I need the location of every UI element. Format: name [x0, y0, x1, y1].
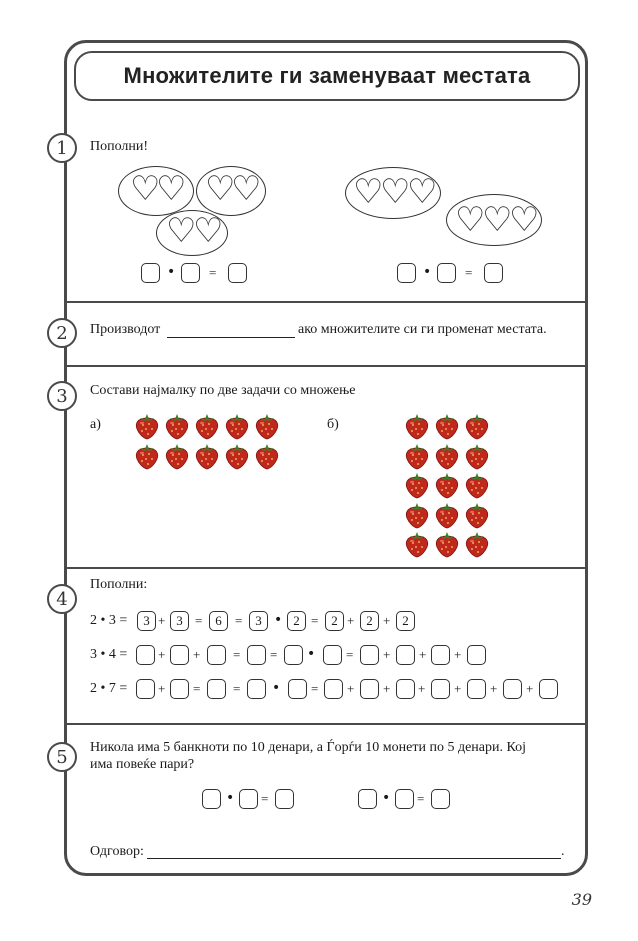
equals-sign: =	[209, 265, 217, 280]
heart-outline-icon: ♡	[380, 172, 411, 212]
strawberry-icon	[463, 412, 491, 440]
multiply-sign: •	[226, 790, 235, 806]
task-5-text-line1: Никола има 5 банкноти по 10 денари, а Ѓорѓи 10 монети по 5 денари. Кој	[90, 740, 527, 755]
equals-sign: =	[311, 681, 319, 696]
answer-box[interactable]	[170, 679, 189, 699]
filled-box: 6	[209, 611, 228, 631]
strawberry-icon	[433, 530, 461, 558]
section-divider	[64, 365, 588, 367]
plus-sign: +	[383, 681, 391, 696]
answer-box[interactable]	[284, 645, 303, 665]
filled-box: 3	[170, 611, 189, 631]
equals-sign: =	[417, 791, 425, 806]
heart-outline-icon: ♡	[231, 169, 262, 209]
answer-line[interactable]	[147, 858, 561, 859]
filled-box: 2	[325, 611, 344, 631]
section-number-2: 2	[47, 318, 77, 348]
answer-box[interactable]	[431, 789, 450, 809]
task-4-instruction: Пополни:	[90, 577, 148, 592]
heart-outline-icon: ♡	[130, 169, 161, 209]
plus-sign: +	[383, 613, 391, 628]
plus-sign: +	[347, 613, 355, 628]
equals-sign: =	[233, 647, 241, 662]
multiply-sign: •	[307, 646, 316, 662]
answer-box[interactable]	[141, 263, 160, 283]
answer-box[interactable]	[207, 679, 226, 699]
strawberry-icon	[253, 412, 281, 440]
strawberry-icon	[463, 442, 491, 470]
answer-box[interactable]	[136, 679, 155, 699]
plus-sign: +	[490, 681, 498, 696]
plus-sign: +	[158, 613, 166, 628]
multiply-sign: •	[382, 790, 391, 806]
strawberry-icon	[433, 412, 461, 440]
equals-sign: =	[270, 647, 278, 662]
multiply-sign: •	[272, 680, 281, 696]
strawberry-icon	[193, 412, 221, 440]
answer-box[interactable]	[467, 645, 486, 665]
equals-sign: =	[193, 681, 201, 696]
plus-sign: +	[454, 647, 462, 662]
strawberry-icon	[253, 442, 281, 470]
strawberry-icon	[463, 501, 491, 529]
page-title: Множителите ги заменуваат местата	[123, 63, 531, 88]
heart-outline-icon: ♡	[156, 169, 187, 209]
answer-box[interactable]	[202, 789, 221, 809]
answer-box[interactable]	[358, 789, 377, 809]
task-2-text-after: ако множителите си ги променат местата.	[298, 322, 547, 337]
multiply-sign: •	[167, 264, 176, 280]
heart-outline-icon: ♡	[353, 172, 384, 212]
equals-sign: =	[261, 791, 269, 806]
strawberry-icon	[133, 412, 161, 440]
multiply-sign: •	[274, 612, 283, 628]
strawberry-icon	[163, 442, 191, 470]
section-divider	[64, 723, 588, 725]
equals-sign: =	[311, 613, 319, 628]
heart-outline-icon: ♡	[205, 169, 236, 209]
answer-box[interactable]	[228, 263, 247, 283]
heart-outline-icon: ♡	[407, 172, 438, 212]
heart-outline-icon: ♡	[509, 200, 540, 240]
strawberry-icon	[463, 471, 491, 499]
filled-box: 2	[396, 611, 415, 631]
row3-expression: 2 • 7 =	[90, 681, 128, 696]
heart-outline-icon: ♡	[455, 200, 486, 240]
answer-box[interactable]	[239, 789, 258, 809]
answer-label: Одговор:	[90, 844, 144, 859]
answer-box[interactable]	[467, 679, 486, 699]
answer-line[interactable]	[167, 337, 295, 338]
answer-box[interactable]	[360, 645, 379, 665]
answer-box[interactable]	[324, 679, 343, 699]
section-divider	[64, 567, 588, 569]
strawberry-icon	[433, 442, 461, 470]
strawberry-icon	[223, 412, 251, 440]
heart-outline-icon: ♡	[482, 200, 513, 240]
strawberry-icon	[223, 442, 251, 470]
filled-box: 3	[249, 611, 268, 631]
answer-box[interactable]	[247, 645, 266, 665]
page-number: 39	[571, 890, 592, 909]
plus-sign: +	[418, 681, 426, 696]
equals-sign: =	[233, 681, 241, 696]
answer-box[interactable]	[431, 679, 450, 699]
heart-outline-icon: ♡	[193, 211, 224, 251]
plus-sign: +	[193, 647, 201, 662]
strawberry-icon	[403, 442, 431, 470]
answer-box[interactable]	[288, 679, 307, 699]
answer-box[interactable]	[396, 679, 415, 699]
answer-box[interactable]	[207, 645, 226, 665]
label-a: а)	[90, 417, 101, 432]
strawberry-icon	[433, 471, 461, 499]
plus-sign: +	[454, 681, 462, 696]
task-1-instruction: Пополни!	[90, 139, 149, 154]
section-number-5: 5	[47, 742, 77, 772]
multiply-sign: •	[423, 264, 432, 280]
answer-box[interactable]	[396, 645, 415, 665]
answer-box[interactable]	[360, 679, 379, 699]
strawberry-icon	[403, 471, 431, 499]
strawberry-icon	[193, 442, 221, 470]
answer-box[interactable]	[503, 679, 522, 699]
answer-box[interactable]	[323, 645, 342, 665]
plus-sign: +	[383, 647, 391, 662]
answer-box[interactable]	[395, 789, 414, 809]
plus-sign: +	[419, 647, 427, 662]
plus-sign: +	[158, 681, 166, 696]
strawberry-icon	[463, 530, 491, 558]
strawberry-icon	[403, 501, 431, 529]
answer-box[interactable]	[136, 645, 155, 665]
section-number-4: 4	[47, 584, 77, 614]
task-5-text-line2: има повеќе пари?	[90, 757, 195, 772]
task-2-text-before: Производот	[90, 322, 161, 337]
section-divider	[64, 301, 588, 303]
answer-box[interactable]	[181, 263, 200, 283]
plus-sign: +	[347, 681, 355, 696]
strawberry-icon	[163, 412, 191, 440]
plus-sign: +	[526, 681, 534, 696]
section-number-3: 3	[47, 381, 77, 411]
strawberry-icon	[403, 412, 431, 440]
answer-box[interactable]	[484, 263, 503, 283]
answer-box[interactable]	[431, 645, 450, 665]
title-box	[74, 51, 580, 101]
strawberry-icon	[133, 442, 161, 470]
equals-sign: =	[235, 613, 243, 628]
answer-box[interactable]	[170, 645, 189, 665]
section-number-1: 1	[47, 133, 77, 163]
answer-box[interactable]	[275, 789, 294, 809]
plus-sign: +	[158, 647, 166, 662]
answer-box[interactable]	[437, 263, 456, 283]
row2-expression: 3 • 4 =	[90, 647, 128, 662]
filled-box: 2	[360, 611, 379, 631]
answer-end: .	[561, 844, 565, 859]
row1-expression: 2 • 3 =	[90, 613, 128, 628]
answer-box[interactable]	[539, 679, 558, 699]
strawberry-icon	[433, 501, 461, 529]
heart-outline-icon: ♡	[166, 211, 197, 251]
equals-sign: =	[465, 265, 473, 280]
answer-box[interactable]	[397, 263, 416, 283]
equals-sign: =	[195, 613, 203, 628]
answer-box[interactable]	[247, 679, 266, 699]
task-3-instruction: Состави најмалку по две задачи со множење	[90, 383, 356, 398]
strawberry-icon	[403, 530, 431, 558]
filled-box: 2	[287, 611, 306, 631]
filled-box: 3	[137, 611, 156, 631]
equals-sign: =	[346, 647, 354, 662]
label-b: б)	[327, 417, 339, 432]
